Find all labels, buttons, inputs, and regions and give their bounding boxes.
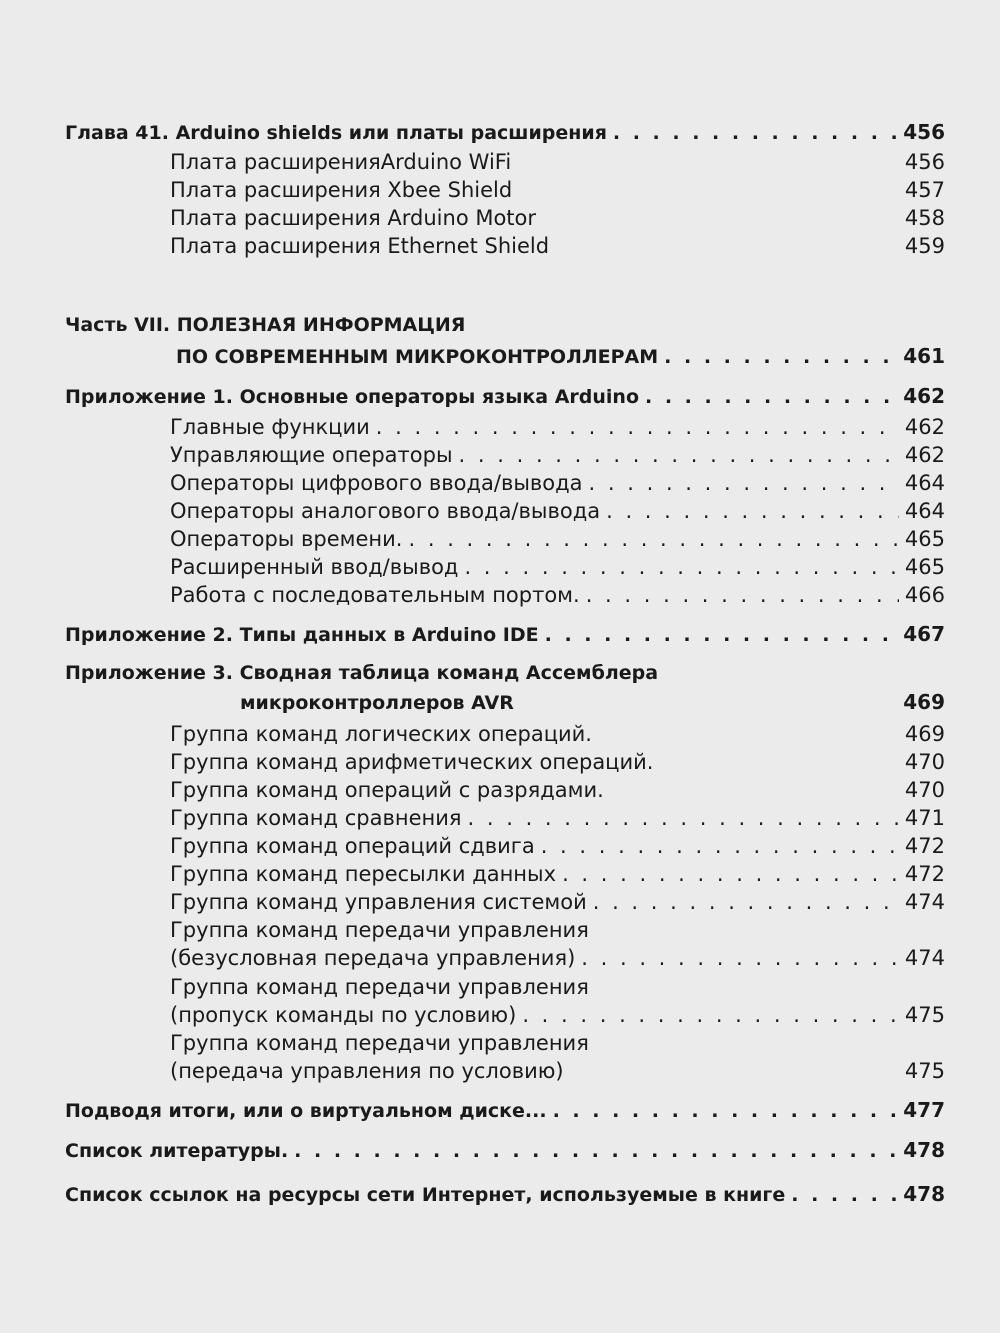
leader-dots [468,806,899,830]
entry-page: 470 [904,750,945,774]
leader-dots [645,386,897,408]
entry-title: ПО СОВРЕМЕННЫМ МИКРОКОНТРОЛЛЕРАМ [176,346,659,368]
toc-entry-appendix-2 [65,622,945,646]
entry-title: микроконтроллеров AVR [240,692,514,714]
toc-entry-part-7 [176,344,945,368]
leader-dots [459,443,899,467]
entry-title: Группа команд передачи управления [170,918,589,942]
entry-title: Группа команд передачи управления [170,975,589,999]
leader-dots [791,1184,897,1206]
toc-entry-chapter-41 [65,120,945,144]
entry-page: 456 [903,120,945,144]
toc-subentry [170,527,945,551]
entry-title: Список литературы. [65,1140,289,1162]
entry-title: Плата расширения Arduino Motor [170,206,537,230]
leader-dots [586,583,899,607]
toc-subentry [170,834,945,858]
entry-title: Приложение 2. Типы данных в Arduino IDE [65,624,539,646]
leader-dots [553,1100,898,1122]
entry-page: 472 [904,862,945,886]
toc-subentry [170,778,945,802]
entry-title: Список ссылок на ресурсы сети Интернет, используемые в книге [65,1184,786,1206]
toc-subentry [170,415,945,439]
entry-title: Работа с последовательным портом. [170,583,580,607]
toc-subentry [170,946,945,970]
leader-dots [522,1003,899,1027]
toc-subentry [170,555,945,579]
entry-page: 470 [904,778,945,802]
leader-dots [581,946,899,970]
leader-dots [541,834,899,858]
entry-title: Расширенный ввод/вывод [170,555,459,579]
toc-subentry [170,806,945,830]
entry-page: 471 [904,806,945,830]
toc-subentry [170,862,945,886]
entry-page: 472 [904,834,945,858]
entry-title: Часть VII. ПОЛЕЗНАЯ ИНФОРМАЦИЯ [65,314,466,336]
leader-dots [606,499,899,523]
toc-appendix-3-line1 [65,662,658,684]
entry-title: Главные функции [170,415,370,439]
toc-subentry-line1 [170,1031,589,1055]
entry-page: 474 [904,946,945,970]
entry-title: Группа команд операций сдвига [170,834,535,858]
toc-subentry [170,471,945,495]
entry-title: Приложение 3. Сводная таблица команд Ассемблера [65,662,659,684]
entry-page: 462 [903,384,945,408]
leader-dots [409,527,899,551]
leader-dots [562,862,899,886]
toc-subentry [170,583,945,607]
toc-subentry [170,890,945,914]
entry-title: Управляющие операторы [170,443,453,467]
toc-subentry [170,443,945,467]
leader-dots [593,890,899,914]
entry-title: Группа команд передачи управления [170,1031,589,1055]
entry-title: Операторы цифрового ввода/вывода [170,471,583,495]
entry-title: Группа команд управления системой [170,890,587,914]
entry-title: Плата расширения Ethernet Shield [170,234,550,258]
entry-page: 469 [903,690,945,714]
entry-title: Группа команд пересылки данных [170,862,557,886]
entry-page: 478 [903,1138,945,1162]
entry-page: 465 [904,527,945,551]
entry-page: 462 [904,443,945,467]
toc-subentry [170,206,945,230]
toc-entry-summary [65,1098,945,1122]
entry-page: 466 [904,583,945,607]
entry-title: (передача управления по условию) [170,1059,564,1083]
entry-page: 457 [904,178,945,202]
toc-entry-appendix-1 [65,384,945,408]
entry-page: 458 [904,206,945,230]
leader-dots [464,555,898,579]
toc-subentry [170,150,945,174]
toc-subentry-line1 [170,918,589,942]
entry-page: 478 [903,1182,945,1206]
entry-page: 475 [904,1059,945,1083]
entry-title: Группа команд операций с разрядами. [170,778,604,802]
leader-dots [664,346,897,368]
entry-page: 459 [904,234,945,258]
entry-title: Подводя итоги, или о виртуальном диске... [65,1100,547,1122]
entry-page: 469 [904,722,945,746]
toc-subentry [170,1059,945,1083]
entry-title: Группа команд логических операций. [170,722,592,746]
entry-title: Плата расширенияArduino WiFi [170,150,512,174]
entry-page: 464 [904,471,945,495]
entry-page: 456 [904,150,945,174]
entry-page: 462 [904,415,945,439]
leader-dots [613,122,897,144]
toc-part-7-line1 [65,314,465,336]
toc-entry-appendix-3 [240,690,945,714]
entry-title: Операторы времени. [170,527,403,551]
toc-entry-links [65,1182,945,1206]
entry-page: 474 [904,890,945,914]
entry-page: 465 [904,555,945,579]
entry-title: Глава 41. Arduino shields или платы расширения [65,122,607,144]
entry-page: 464 [904,499,945,523]
leader-dots [294,1140,897,1162]
leader-dots [376,415,899,439]
toc-subentry [170,234,945,258]
toc-subentry-line1 [170,975,589,999]
entry-page: 475 [904,1003,945,1027]
entry-page: 461 [903,344,945,368]
entry-title: Операторы аналогового ввода/вывода [170,499,601,523]
entry-title: Группа команд сравнения [170,806,462,830]
toc-subentry [170,750,945,774]
entry-title: (безусловная передача управления) [170,946,576,970]
leader-dots [545,624,898,646]
entry-title: Приложение 1. Основные операторы языка Arduino [65,386,639,408]
entry-title: (пропуск команды по условию) [170,1003,517,1027]
entry-title: Группа команд арифметических операций. [170,750,654,774]
toc-subentry [170,1003,945,1027]
entry-page: 467 [903,622,945,646]
toc-subentry [170,722,945,746]
leader-dots [589,471,899,495]
toc-entry-literature [65,1138,945,1162]
entry-title: Плата расширения Xbee Shield [170,178,513,202]
entry-page: 477 [903,1098,945,1122]
toc-subentry [170,499,945,523]
toc-subentry [170,178,945,202]
